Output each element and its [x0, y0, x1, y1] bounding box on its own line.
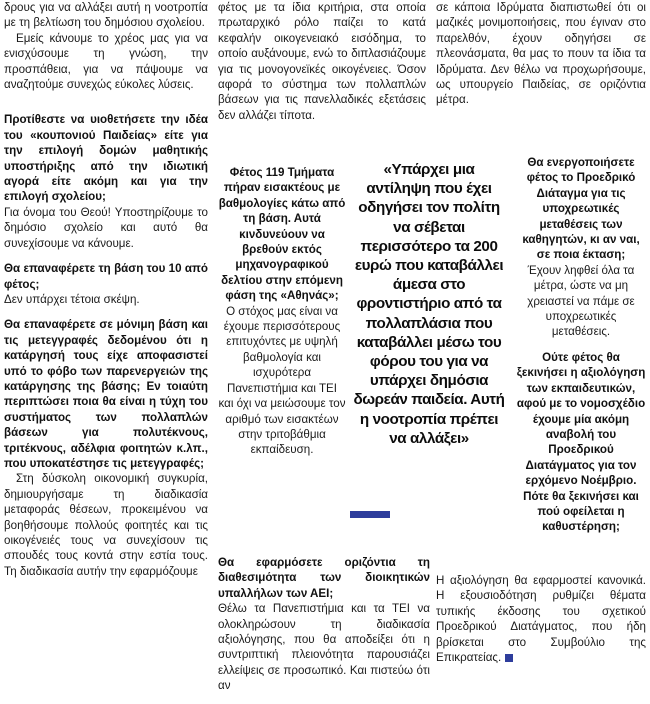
- interview-question: Ούτε φέτος θα ξεκινήσει η αξιολόγηση των εκπαιδευτικών, αφού με το νομοσχέδιο έχουμε μία ακόμη αναβολή του Προεδρικού Διατάγματος για τον ερχόμενο Νοέμβριο. Πότε θα ξεκινήσει και πού οφείλεται η καθυστέρηση;: [516, 350, 646, 534]
- interview-answer: Στη δύσκολη οικονομική συγκυρία, δημιουργήσαμε τη διαδικασία μεταφοράς θέσεων, προκειμένου να βοηθήσουμε πολλούς φοιτητές και τις οικογένειές τους να συνεχίσουν τις σπουδές τους κοντά στην εστία τους. Τη διαδικασία αυτήν την εφαρμόζουμε: [4, 472, 208, 578]
- article-column-2: [218, 0, 426, 123]
- interview-question: Θα επαναφέρετε σε μόνιμη βάση και τις μετεγγραφές δεδομένου ότι η κατάργησή τους είχε αποφασιστεί υπό το φόβο των παρενεργειών της κατάργησης της βάσης; Εν τοιαύτη περιπτώσει ποια θα είναι η τύχη του συστήματος των πολλαπλών βάσεων για πολυτέκνους, τριτέκνους, αδέλφια φοιτητών κ.λπ., που υποκατέστησε τις μετεγγραφές;: [4, 318, 208, 470]
- interview-question: Θα ενεργοποιήσετε φέτος το Προεδρικό Διάταγμα για τις υποχρεωτικές μεταθέσεις των καθηγητών, κι αν ναι, σε ποια έκταση;: [522, 156, 640, 262]
- paragraph: σε κάποια Ιδρύματα διαπιστωθεί ότι οι μαζικές μονιμοποιήσεις, που έγιναν στο παρελθόν, έχουν οδηγήσει σε πλεονάσματα, θα μας το πουν τα ίδια τα Ιδρύματα. Δεν θέλω να προχωρήσουμε, ως υπουργείο Παιδείας, σε οριζόντια μέτρα.: [436, 1, 646, 107]
- paragraph: φέτος με τα ίδια κριτήρια, στα οποία πρωταρχικό ρόλο παίζει το κατά κεφαλήν οικογενειακό εισόδημα, το οποίο αυξάνουμε, ενώ το διπλασιάζουμε για τις μονογονεϊκές οικογένειες. Όσον αφορά το σύστημα των πολλαπλών βάσεων για τις πανελλαδικές εξετάσεις δεν αλλάζει τίποτα.: [218, 1, 426, 122]
- interview-question: Θα εφαρμόσετε οριζόντια τη διαθεσιμότητα των διοικητικών υπαλλήλων των ΑΕΙ;: [218, 556, 430, 600]
- article-column-3-narrow: [516, 155, 646, 535]
- interview-question: Φέτος 119 Τμήματα πήραν εισακτέους με βαθμολογίες κάτω από τη βάση. Αυτά κινδυνεύουν να βρεθούν εκτός μηχανογραφικού δελτίου στην επόμενη φάση της «Αθηνάς»;: [218, 166, 346, 303]
- interview-answer: Ο στόχος μας είναι να έχουμε περισσότερους επιτυχόντες με υψηλή βαθμολογία και ισχυρότερα Πανεπιστήμια και ΤΕΙ και όχι να μειώσουμε τον αριθμό των εισακτέων στην τριτοβάθμια εκπαίδευση.: [218, 304, 346, 457]
- answer-text: Η αξιολόγηση θα εφαρμοστεί κανονικά. Η εξουσιοδότηση ρυθμίζει θέματα τυπικής έκδοσης του σχετικού Προεδρικού Διατάγματος, που ήδη βρίσκεται στο Συμβούλιο της Επικρατείας.: [436, 574, 646, 665]
- interview-answer: Για όνομα του Θεού! Υποστηρίζουμε το δημόσιο σχολείο και αυτό θα συνεχίσουμε να κάνουμε.: [4, 205, 208, 250]
- end-of-article-icon: [505, 654, 513, 662]
- paragraph: Εμείς κάνουμε το χρέος μας για να ενισχύσουμε τη γνώση, την προσπάθεια, για να πάψουμε να αναζητούμε συνεχώς εύκολες λύσεις.: [4, 31, 208, 92]
- article-column-3-bottom: [436, 573, 646, 665]
- interview-answer: [436, 573, 646, 665]
- pull-quote-accent-bar: [350, 511, 390, 518]
- interview-answer: Θέλω τα Πανεπιστήμια και τα ΤΕΙ να ολοκληρώσουν τη διαδικασία αξιολόγησης, που θα αποδείξει ότι η συντριπτική πλειονότητα παρουσιάζει ελλείψεις σε προσωπικό. Και πιστεύω ότι αν: [218, 602, 430, 693]
- pull-quote: «Υπάρχει μια αντίληψη που έχει οδηγήσει τον πολίτη να σέβεται περισσότερο τα 200 ευρώ που καταβάλλει άμεσα στο φροντιστήριο από τα πολλαπλάσια που καταβάλλει μέσω του φόρου του για να υπάρχει δημόσια δωρεάν παιδεία. Αυτή η νοοτροπία πρέπει να αλλάξει»: [353, 161, 505, 447]
- interview-answer: Δεν υπάρχει τέτοια σκέψη.: [4, 292, 140, 306]
- interview-question: Προτίθεστε να υιοθετήσετε την ιδέα του «κουπονιού Παιδείας» είτε για την επιλογή δομών μαθητικής υποστήριξης από την ιδιωτική αγορά είτε ακόμη και για την επιλογή σχολείου;: [4, 113, 208, 204]
- article-column-3: [436, 0, 646, 108]
- interview-answer: Έχουν ληφθεί όλα τα μέτρα, ώστε να μη χρειαστεί να πάμε σε υποχρεωτικές μεταθέσεις.: [527, 263, 635, 339]
- interview-question: Θα επαναφέρετε τη βάση του 10 από φέτος;: [4, 262, 208, 291]
- article-column-2-bottom: [218, 555, 430, 694]
- article-column-1: [4, 0, 208, 579]
- article-column-2-narrow: [218, 165, 346, 458]
- paragraph: δρους για να αλλάξει αυτή η νοοτροπία με τη βελτίωση του δημόσιου σχολείου.: [4, 1, 208, 30]
